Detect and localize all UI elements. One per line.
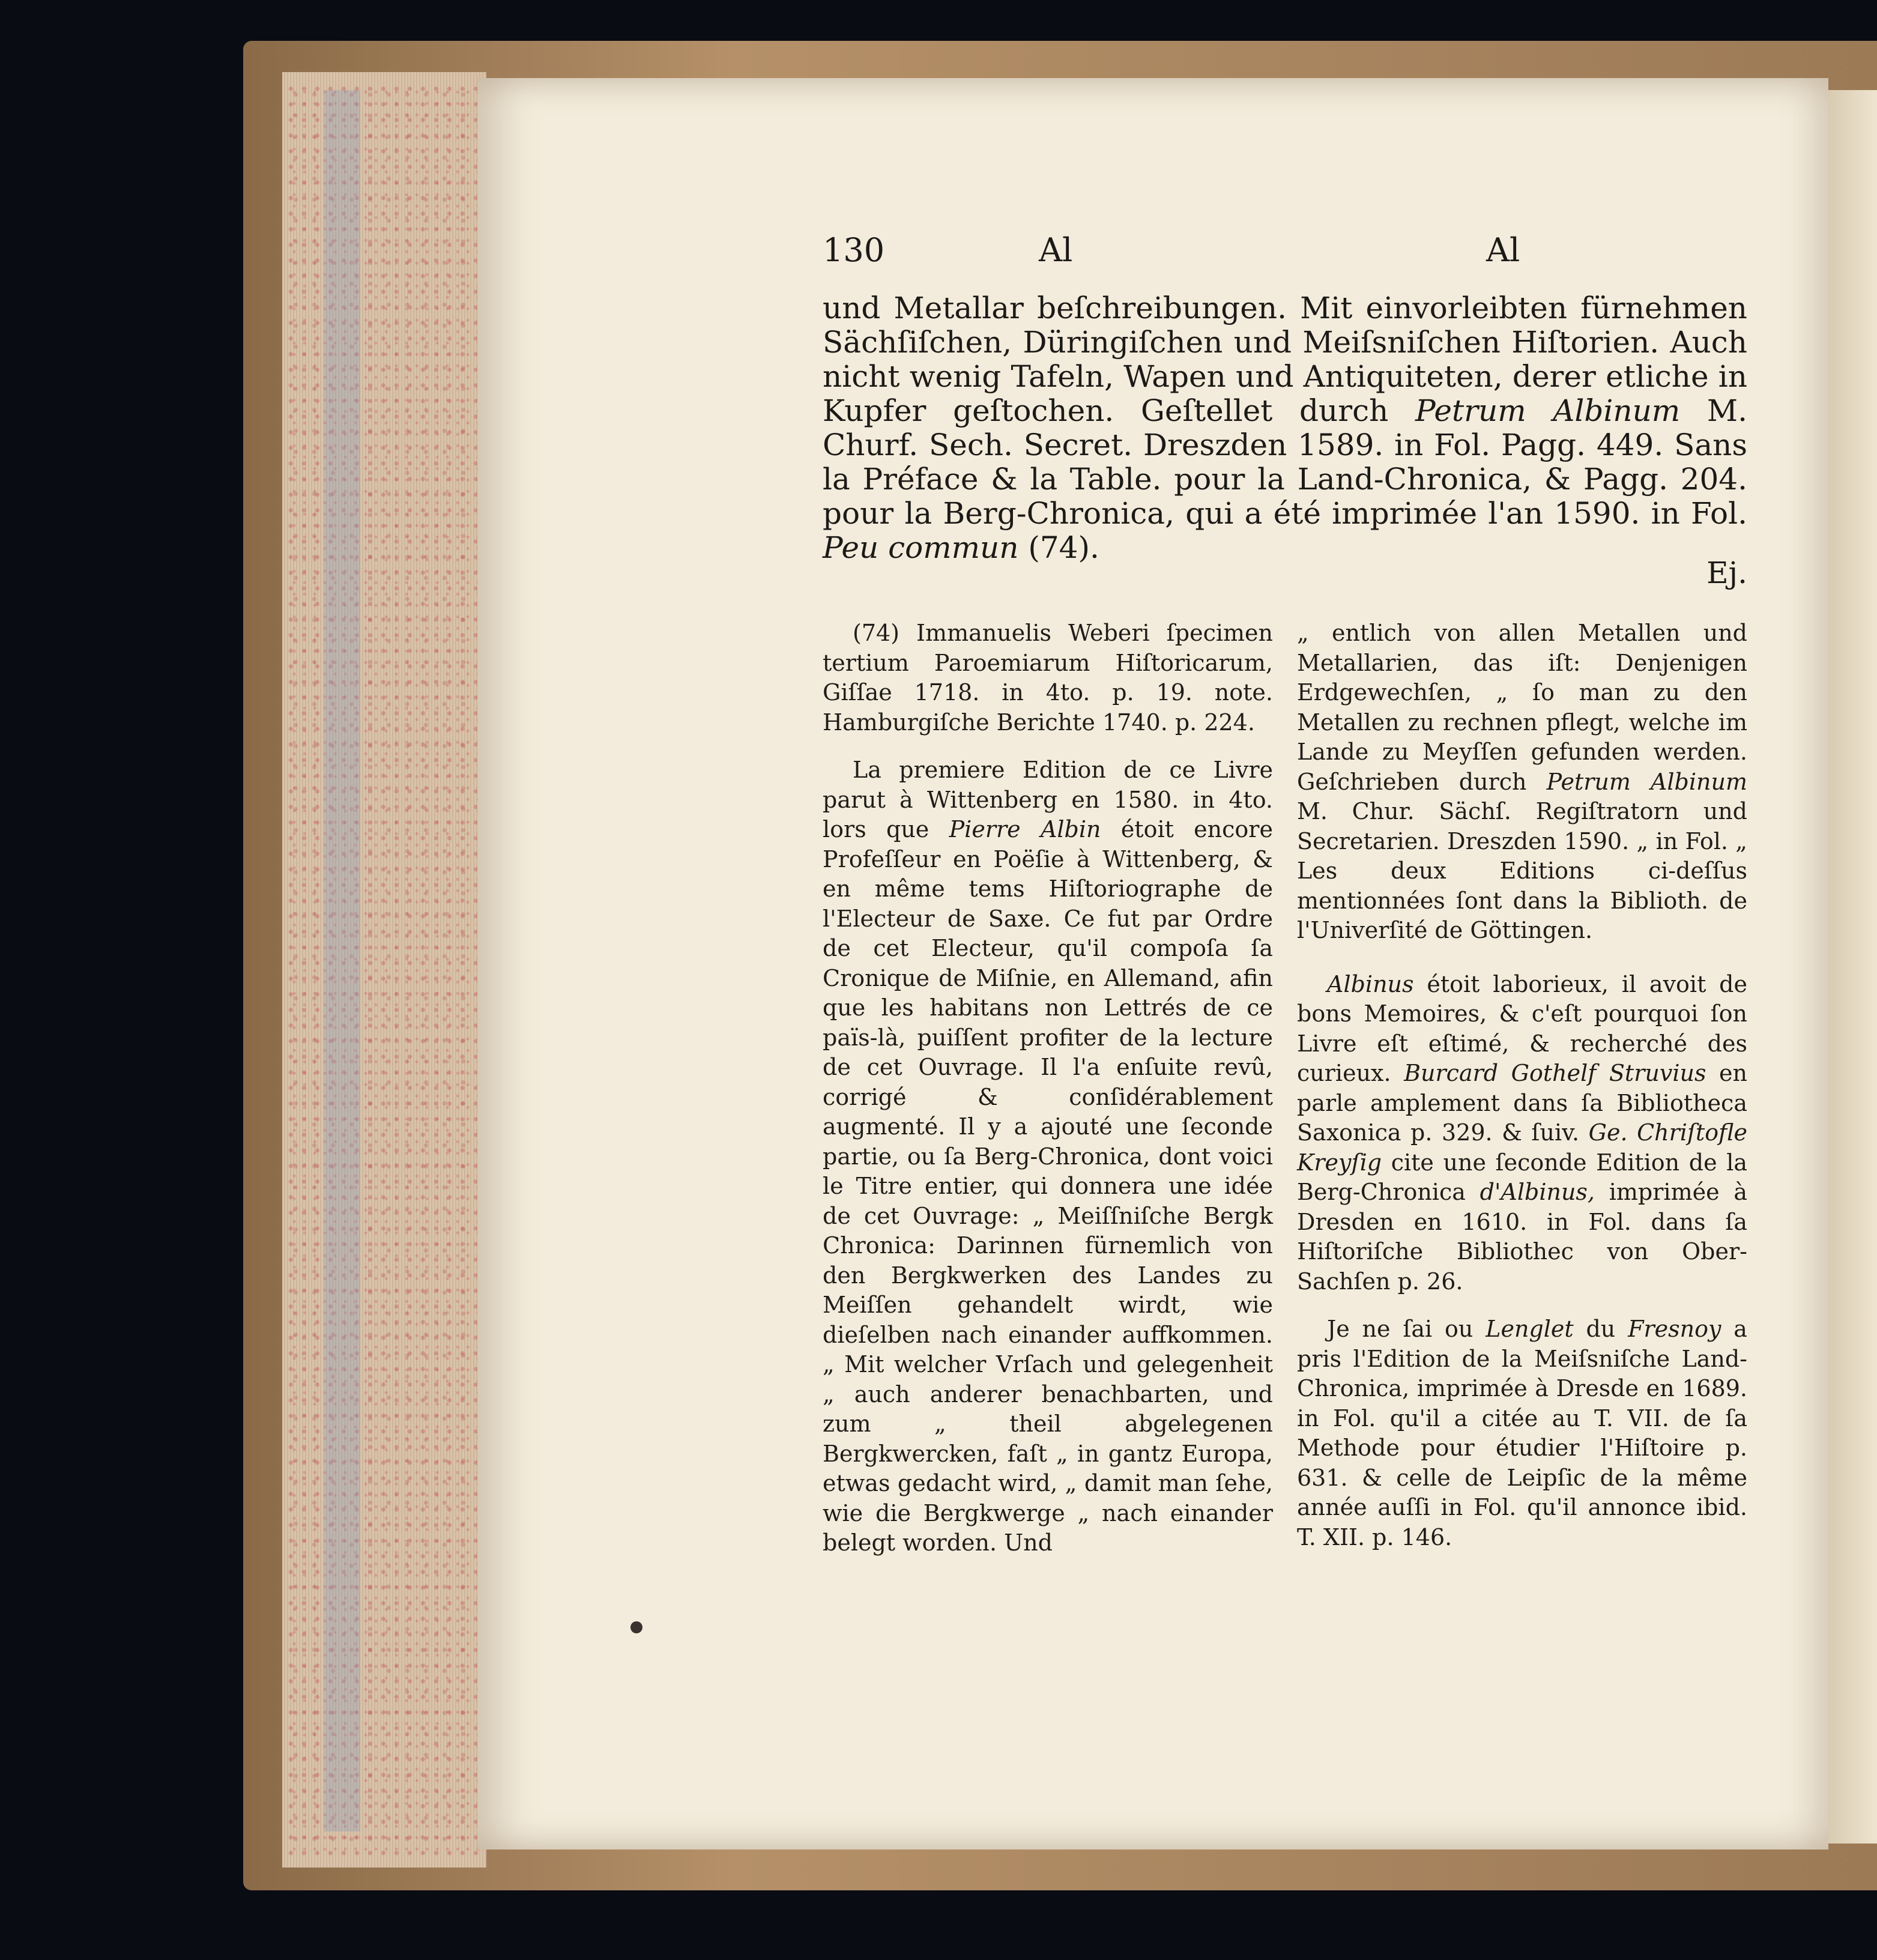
page-number: 130 [823, 231, 885, 269]
paragraph-text: en parle amplement dans ſa Bibliotheca Saxonica p. 329. & ſuiv. [1297, 1060, 1747, 1146]
paragraph-albinus [1297, 970, 1747, 1297]
main-paragraph [823, 291, 1747, 565]
catchword: Ej. [1706, 555, 1747, 590]
left-column [823, 619, 1273, 1558]
paragraph-text: Je ne ſai ou [1327, 1316, 1473, 1342]
paragraph-text: imprimée à Dresden en 1610. in Fol. dans ſa Hiſtoriſche Bibliothec von Ober-Sachſen p. 26. [1297, 1179, 1747, 1295]
footnote-74: (74) Immanuelis Weberi ſpecimen tertium Paroemiarum Hiſtoricarum, Giſſae 1718. in 4to. p. 19. note. Hamburgiſche Berichte 1740. p. 224. [823, 620, 1273, 736]
italic-name: Pierre Albin [949, 816, 1101, 842]
edge-tint [324, 90, 360, 1831]
paragraph-text: a pris l'Edition de la Meiſsniſche Land-Chronica, imprimée à Dresde en 1689. in Fol. qu'il a citée au T. VII. de ſa Methode pour étudier l'Hiſtoire p. 631. & celle de Leipſic de la même année auſſi in Fol. qu'il annonce ibid. T. XII. p. 146. [1297, 1316, 1747, 1550]
italic-name: Fresnoy [1628, 1316, 1721, 1342]
italic-name: d'Albinus, [1480, 1179, 1595, 1205]
italic-name: Petrum Albinum [1546, 768, 1747, 795]
sprinkled-edge [288, 84, 480, 1856]
italic-name: Ge. Chriſtofle Kreyſig [1297, 1119, 1747, 1176]
paragraph-lenglet [1297, 1314, 1747, 1552]
main-line-2: M. Churf. Sech. Secret. Dreszden 1589. in Fol. Pagg. 449. Sans la Préface & la Table. pour la Land-Chronica, & Pagg. 204. pour la Berg-Chronica, qui a été imprimée l'an 1590. in Fol. [823, 393, 1747, 531]
paragraph-text: du [1586, 1316, 1616, 1342]
title-quotation [1297, 619, 1747, 946]
footnote-reference: (74). [1028, 530, 1099, 565]
paragraph-text: La premiere Edition de ce Livre parut à Wittenberg en 1580. in 4to. lors que [823, 757, 1273, 842]
running-head-left: Al [1039, 231, 1073, 269]
paragraph-text: cite une ſeconde Edition de la Berg-Chronica [1297, 1149, 1747, 1205]
running-head-right: Al [1486, 231, 1520, 269]
paragraph-text: étoit laborieux, il avoit de bons Memoires, & c'eſt pourquoi ſon Livre eſt eſtimé, & recherché des curieux. [1297, 970, 1747, 1086]
paragraph-text: étoit encore Profeſſeur en Poëſie à Wittenberg, & en même tems Hiſtoriographe de l'Electeur de Saxe. Ce fut par Ordre de cet Electeur, qu'il compoſa ſa Cronique de Miſnie, en Allemand, afin que les habitans non Lettrés de ce païs-là, puiſſent profiter de la lecture de cet Ouvrage. Il l'a enſuite revû, corrigé & conſidérablement augmenté. Il y a ajouté une ſeconde partie, ou ſa Berg-Chronica, dont voici le Titre entier, qui donnera une idée de cet Ouvrage: „ Meiſſniſche Bergk Chronica: Darinnen fürnemlich von den Bergkwerken des Landes zu Meiſſen gehandelt wirdt, wie dieſelben nach einander auffkommen. „ Mit welcher Vrſach und gelegenheit „ auch anderer benachbarten, und zum „ theil abgelegenen Bergkwercken, faſt „ in gantz Europa, etwas gedacht wird, „ damit man ſehe, wie die Bergkwerge „ nach einander belegt worden. Und [823, 816, 1273, 1556]
main-entry-text [823, 291, 1747, 565]
facing-page-edge [1828, 90, 1877, 1844]
italic-name: Burcard Gothelf Struvius [1404, 1060, 1706, 1086]
running-header [823, 231, 1747, 273]
ink-spot [630, 1621, 642, 1633]
right-column [1297, 619, 1747, 1570]
rarity-note: Peu commun [823, 530, 1019, 565]
italic-name: Albinus [1327, 970, 1414, 997]
italic-name: Lenglet [1486, 1316, 1574, 1342]
paragraph-first-edition [823, 755, 1273, 1558]
author-name: Petrum Albinum [1415, 393, 1681, 428]
main-line-1: und Metallar beſchreibungen. Mit einvorleibten fürnehmen Sächſiſchen, Düringiſchen und Meiſsniſchen Hiſtorien. Auch nicht wenig Tafeln, Wapen und Antiquiteten, derer etliche in Kupfer geſtochen. Geſtellet durch [823, 291, 1747, 428]
quotation-text: „ entlich von allen Metallen und Metallarien, das iſt: Denjenigen Erdgewechſen, „ ſo man zu den Metallen zu rechnen pflegt, welche im Lande zu Meyſſen gefunden werden. Geſchrieben durch [1297, 620, 1747, 795]
quotation-text: M. Chur. Sächſ. Regiſtratorn und Secretarien. Dreszden 1590. „ in Fol. „ Les deux Editions ci-deſſus mentionnées ſont dans la Biblioth. de l'Univerſité de Göttingen. [1297, 798, 1747, 943]
